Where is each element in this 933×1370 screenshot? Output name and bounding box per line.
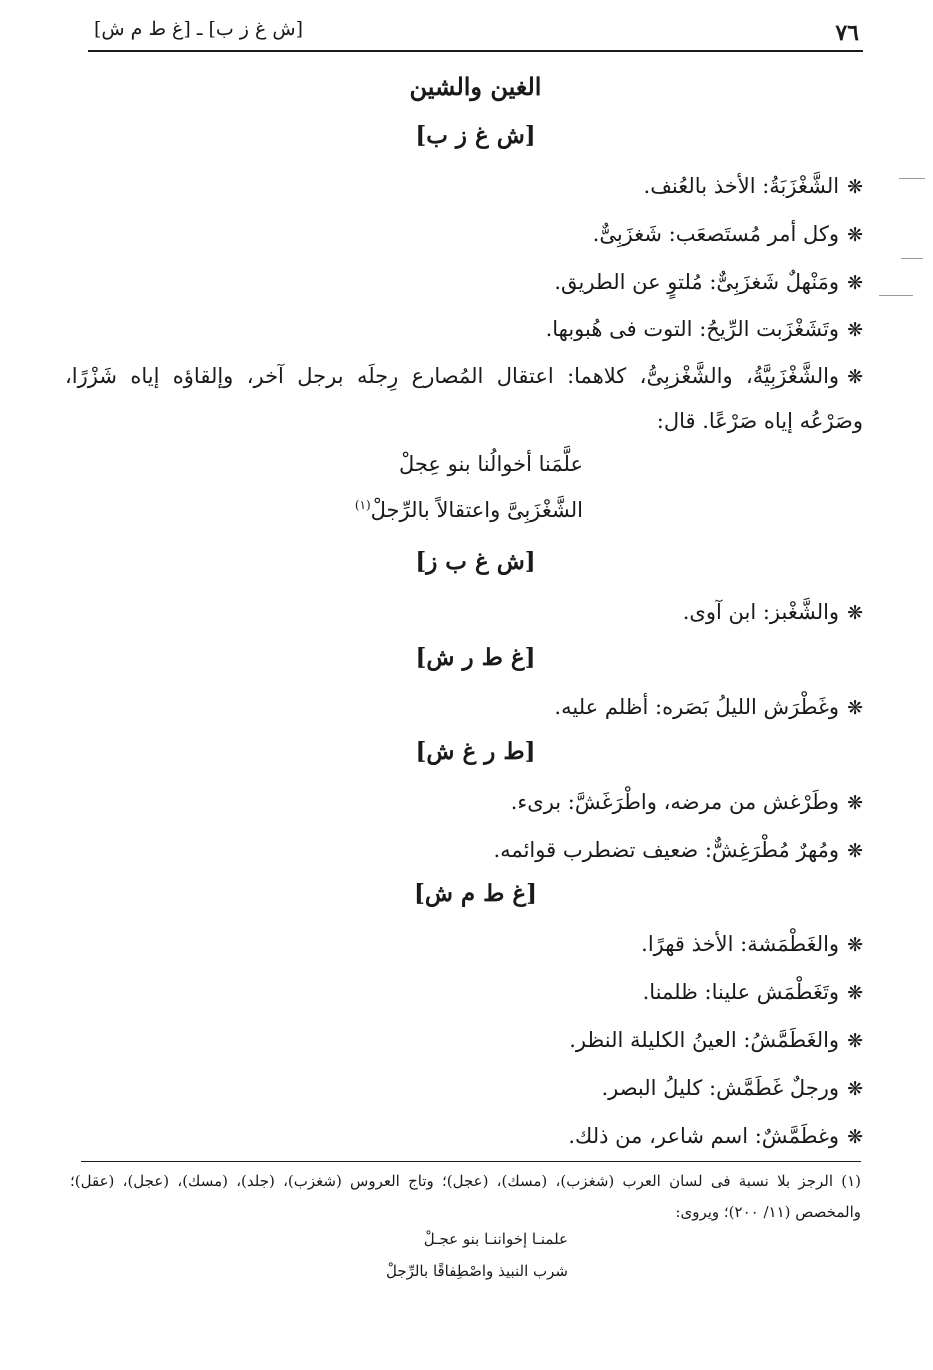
entry	[60, 826, 863, 875]
entry	[60, 588, 863, 637]
entry-text: الشَّغْزَبَةُ: الأخذ بالعُنف.	[643, 174, 840, 198]
margin-scan-mark	[879, 295, 913, 296]
star-bullet-icon: ❋	[847, 792, 863, 814]
footnote-marker: (١)	[354, 498, 371, 512]
footnote-verse-2: شرب النبيذ واصْطِفاقًا بالرِّجلْ	[385, 1262, 568, 1280]
entry	[60, 1016, 863, 1065]
verse-line-1: علَّمَنا أخوالُنا بنو عِجلْ	[398, 452, 583, 476]
entry-text: والشَّغْبز: ابن آوى.	[682, 600, 840, 624]
entry-text: وتَغَطْمَش علينا: ظلمنا.	[642, 980, 840, 1004]
entry-text: والغَطْمَشة: الأخذ قهرًا.	[641, 932, 840, 956]
entry	[60, 1064, 863, 1113]
entry-text: ومُهرٌ مُطْرَغِشٌّ: ضعيف تضطرب قوائمه.	[493, 838, 840, 862]
entry-text: ورجلٌ غَطَمَّش: كليلُ البصر.	[601, 1076, 840, 1100]
root-heading-shgbz: [ش غ ب ز]	[415, 548, 536, 575]
entry	[60, 920, 863, 969]
star-bullet-icon: ❋	[847, 840, 863, 862]
footnote-divider	[81, 1161, 861, 1162]
entry-text: وطَرْغش من مرضه، واطْرَغَشَّ: برىء.	[510, 790, 840, 814]
entry	[60, 968, 863, 1017]
star-bullet-icon: ❋	[847, 366, 863, 388]
entry-text: وغطَمَّشٌ: اسم شاعر، من ذلك.	[568, 1124, 840, 1148]
root-heading-ghtmsh: [غ ط م ش]	[413, 880, 538, 907]
entry-text: والشَّغْزَبِيَّةُ، والشَّغْزبِىُّ، كلاهما: اعتقال المُصارع رِجلَه برجل آخر، وإلقاؤه إياه شَزْرًا، وصَرْعُه إياه صَرْعًا. قال:	[65, 364, 863, 433]
footnote-verse-1: علمنـا إخواننـا بنو عجـلْ	[423, 1230, 568, 1248]
star-bullet-icon: ❋	[847, 319, 863, 341]
star-bullet-icon: ❋	[847, 1030, 863, 1052]
star-bullet-icon: ❋	[847, 272, 863, 294]
entry-text: ومَنْهلٌ شَغزَبِىٌّ: مُلتوٍ عن الطريق.	[554, 270, 840, 294]
entry	[60, 305, 863, 354]
star-bullet-icon: ❋	[847, 697, 863, 719]
entry	[60, 162, 863, 211]
footnote-text: (١) الرجز بلا نسبة فى لسان العرب (شغزب)، (مسك)، (عجل)؛ وتاج العروس (شغزب)، (جلد)، (مسك)، (عجل)، (عقل)؛ والمخصص (١١/ ٢٠٠)؛ ويروى:	[70, 1172, 861, 1221]
entry-text: وغَطْرَش الليلُ بَصَره: أظلم عليه.	[554, 695, 840, 719]
entry	[60, 1112, 863, 1161]
margin-scan-mark	[901, 258, 923, 259]
entry	[60, 683, 863, 732]
entry	[60, 258, 863, 307]
verse-line-2	[355, 498, 583, 522]
entry	[65, 354, 863, 443]
entry-text: وتَشَغْزَبت الرِّيحُ: التوت فى هُبوبها.	[545, 317, 840, 341]
star-bullet-icon: ❋	[847, 982, 863, 1004]
page-header	[88, 14, 863, 52]
entry	[60, 778, 863, 827]
verse-text: الشَّغْزَبِىَّ واعتقالاً بالرِّجلْ	[370, 498, 583, 522]
star-bullet-icon: ❋	[847, 1126, 863, 1148]
root-heading-ghtrsh: [غ ط ر ش]	[415, 644, 536, 671]
entry-text: وكل أمر مُستَصعَب: شَغزَبِىٌّ.	[592, 222, 840, 246]
star-bullet-icon: ❋	[847, 1078, 863, 1100]
entry-text: والغَطَمَّشُ: العينُ الكليلة النظر.	[569, 1028, 840, 1052]
star-bullet-icon: ❋	[847, 176, 863, 198]
root-heading-shgzb: [ش غ ز ب]	[415, 122, 536, 149]
star-bullet-icon: ❋	[847, 602, 863, 624]
star-bullet-icon: ❋	[847, 224, 863, 246]
star-bullet-icon: ❋	[847, 934, 863, 956]
section-title: الغين والشين	[409, 72, 542, 101]
margin-scan-mark	[899, 178, 925, 179]
root-heading-trghsh: [ط ر غ ش]	[415, 738, 536, 765]
entry	[60, 210, 863, 259]
running-title: [ش غ ز ب] ـ [غ ط م ش]	[94, 18, 303, 40]
page-number: ٧٦	[835, 20, 859, 46]
